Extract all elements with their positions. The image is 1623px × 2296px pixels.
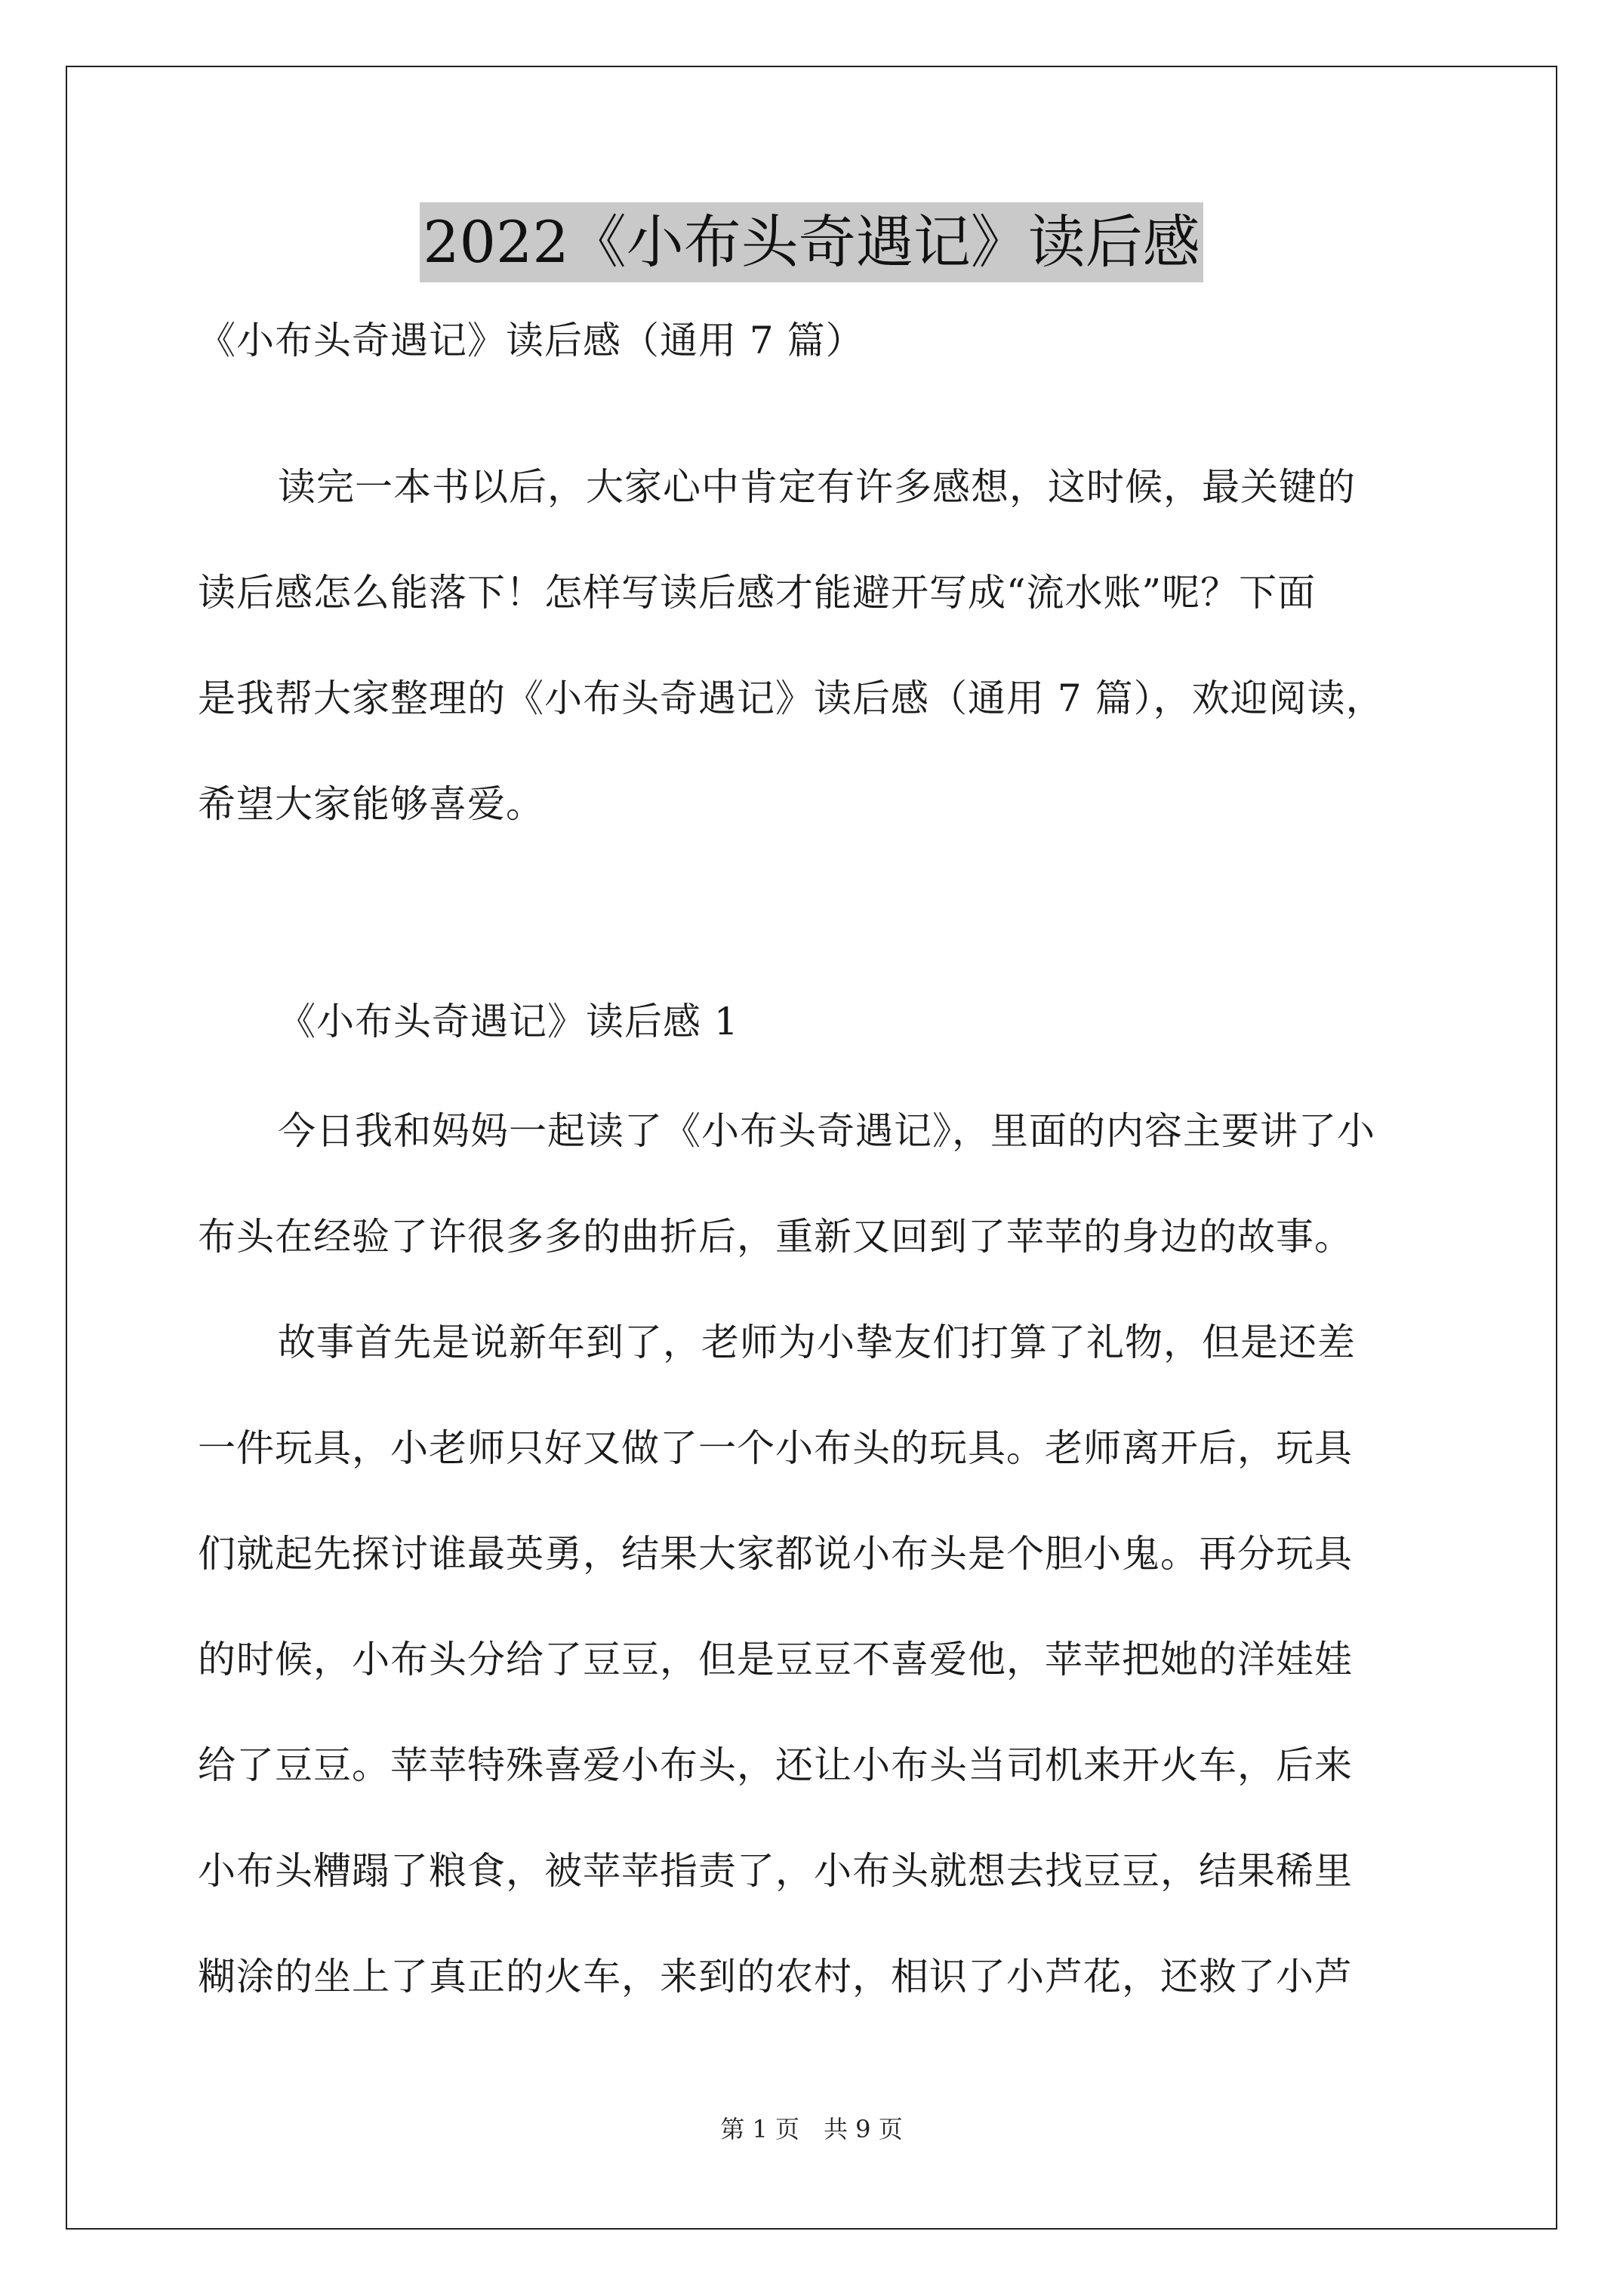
para2-line: 一件玩具，小老师只好又做了一个小布头的玩具。老师离开后，玩具	[198, 1426, 1353, 1470]
page-number-footer: 第 1 页 共 9 页	[720, 2115, 903, 2143]
para1-line: 布头在经验了许很多多的曲折后，重新又回到了苹苹的身边的故事。	[198, 1215, 1353, 1259]
title-container	[0, 202, 1623, 282]
para2-line: 给了豆豆。苹苹特殊喜爱小布头，还让小布头当司机来开火车，后来	[198, 1743, 1353, 1787]
para2-line: 故事首先是说新年到了，老师为小挚友们打算了礼物，但是还差	[278, 1321, 1356, 1364]
para2-line: 小布头糟蹋了粮食，被苹苹指责了，小布头就想去找豆豆，结果稀里	[198, 1849, 1353, 1893]
intro-line: 读后感怎么能落下！怎样写读后感才能避开写成“流水账”呢？下面	[198, 571, 1317, 615]
para2-line: 们就起先探讨谁最英勇，结果大家都说小布头是个胆小鬼。再分玩具	[198, 1532, 1353, 1576]
document-title: 2022《小布头奇遇记》读后感	[420, 202, 1203, 282]
intro-line: 读完一本书以后，大家心中肯定有许多感想，这时候，最关键的	[278, 465, 1356, 509]
document-subtitle: 《小布头奇遇记》读后感（通用 7 篇）	[198, 319, 864, 362]
section-heading: 《小布头奇遇记》读后感 1	[278, 1000, 739, 1043]
para2-line: 的时候，小布头分给了豆豆，但是豆豆不喜爱他，苹苹把她的洋娃娃	[198, 1638, 1353, 1681]
intro-line: 希望大家能够喜爱。	[198, 782, 544, 826]
intro-line: 是我帮大家整理的《小布头奇遇记》读后感（通用 7 篇），欢迎阅读，	[198, 676, 1384, 720]
para1-line: 今日我和妈妈一起读了《小布头奇遇记》，里面的内容主要讲了小	[278, 1109, 1375, 1153]
para2-line: 糊涂的坐上了真正的火车，来到的农村，相识了小芦花，还救了小芦	[198, 1955, 1353, 1999]
